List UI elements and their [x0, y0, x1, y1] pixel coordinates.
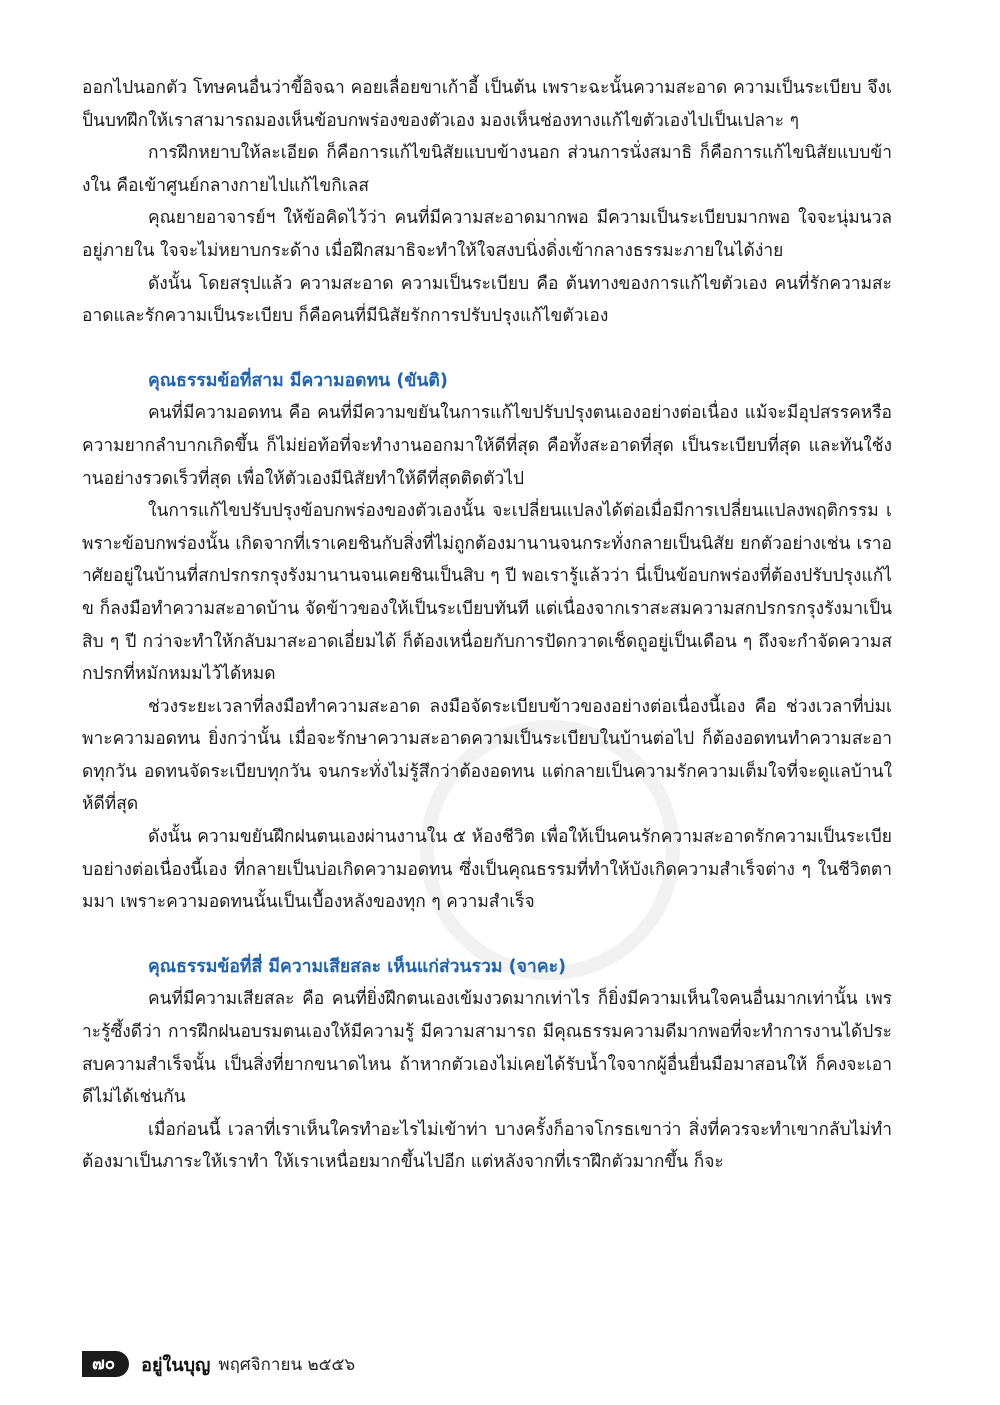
section-spacer — [82, 919, 892, 951]
page-footer — [82, 1350, 355, 1378]
article-body — [82, 72, 892, 1179]
paragraph: การฝึกหยาบให้ละเอียด ก็คือการแก้ไขนิสัยแบบข้างนอก ส่วนการนั่งสมาธิ ก็คือการแก้ไขนิสัยแบบข้างใน คือเข้าศูนย์กลางกายไปแก้ไขกิเลส — [82, 143, 892, 196]
paragraph: ดังนั้น ความขยันฝึกฝนตนเองผ่านงานใน ๕ ห้องชีวิต เพื่อให้เป็นคนรักความสะอาดรักความเป็นระเบียบอย่างต่อเนื่องนี้เอง ที่กลายเป็นบ่อเกิดความอดทน ซึ่งเป็นคุณธรรมที่ทำให้บังเกิดความสำเร็จต่าง ๆ ในชีวิตตามมา เพราะความอดทนนั้นเป็นเบื้องหลังของทุก ๆ ความสำเร็จ — [82, 827, 892, 913]
paragraph: คนที่มีความเสียสละ คือ คนที่ยิ่งฝึกตนเองเข้มงวดมากเท่าไร ก็ยิ่งมีความเห็นใจคนอื่นมากเท่านั้น เพราะรู้ซึ้งดีว่า การฝึกฝนอบรมตนเองให้มีความรู้ มีความสามารถ มีคุณธรรมความดีมากพอที่จะทำการงานได้ประสบความสำเร็จนั้น เป็นสิ่งที่ยากขนาดไหน ถ้าหากตัวเองไม่เคยได้รับน้ำใจจากผู้อื่นยื่นมือมาสอนให้ ก็คงจะเอาดีไม่ได้เช่นกัน — [82, 989, 892, 1108]
section-spacer — [82, 333, 892, 365]
section-heading-patience: คุณธรรมข้อที่สาม มีความอดทน (ขันติ) — [148, 370, 448, 391]
magazine-issue: พฤศจิกายน ๒๕๕๖ — [218, 1354, 356, 1375]
section-heading-sacrifice: คุณธรรมข้อที่สี่ มีความเสียสละ เห็นแก่ส่วนรวม (จาคะ) — [148, 956, 567, 977]
paragraph: เมื่อก่อนนี้ เวลาที่เราเห็นใครทำอะไรไม่เข้าท่า บางครั้งก็อาจโกรธเขาว่า สิ่งที่ควรจะทำเขากลับไม่ทำ ต้องมาเป็นภาระให้เราทำ ให้เราเหนื่อยมากขึ้นไปอีก แต่หลังจากที่เราฝึกตัวมากขึ้น ก็จะ — [82, 1119, 892, 1173]
paragraph: ดังนั้น โดยสรุปแล้ว ความสะอาด ความเป็นระเบียบ คือ ต้นทางของการแก้ไขตัวเอง คนที่รักความสะอาดและรักความเป็นระเบียบ ก็คือคนที่มีนิสัยรักการปรับปรุงแก้ไขตัวเอง — [82, 273, 892, 327]
paragraph: คุณยายอาจารย์ฯ ให้ข้อคิดไว้ว่า คนที่มีความสะอาดมากพอ มีความเป็นระเบียบมากพอ ใจจะนุ่มนวลอยู่ภายใน ใจจะไม่หยาบกระด้าง เมื่อฝึกสมาธิจะทำให้ใจสงบนิ่งดิ่งเข้ากลางธรรมะภายในได้ง่าย — [82, 208, 892, 261]
page-number: ๗๐ — [82, 1351, 129, 1377]
paragraph: ออกไปนอกตัว โทษคนอื่นว่าขี้อิจฉา คอยเลื่อยขาเก้าอี้ เป็นต้น เพราะฉะนั้นความสะอาด ความเป็นระเบียบ จึงเป็นบทฝึกให้เราสามารถมองเห็นข้อบกพร่องของตัวเอง มองเห็นช่องทางแก้ไขตัวเองไปเป็นเปลาะ ๆ — [82, 78, 892, 131]
paragraph: ช่วงระยะเวลาที่ลงมือทำความสะอาด ลงมือจัดระเบียบข้าวของอย่างต่อเนื่องนี้เอง คือ ช่วงเวลาที่บ่มเพาะความอดทน ยิ่งกว่านั้น เมื่อจะรักษาความสะอาดความเป็นระเบียบในบ้านต่อไป ก็ต้องอดทนทำความสะอาดทุกวัน อดทนจัดระเบียบทุกวัน จนกระทั่งไม่รู้สึกว่าต้องอดทน แต่กลายเป็นความรักความเต็มใจที่จะดูแลบ้านให้ดีที่สุด — [82, 696, 892, 815]
paragraph: ในการแก้ไขปรับปรุงข้อบกพร่องของตัวเองนั้น จะเปลี่ยนแปลงได้ต่อเมื่อมีการเปลี่ยนแปลงพฤติกรรม เพราะข้อบกพร่องนั้น เกิดจากที่เราเคยชินกับสิ่งที่ไม่ถูกต้องมานานจนกระทั่งกลายเป็นนิสัย ยกตัวอย่างเช่น เราอาศัยอยู่ในบ้านที่สกปรกรกรุงรังมานานจนเคยชินเป็นสิบ ๆ ปี พอเรารู้แล้วว่า นี่เป็นข้อบกพร่องที่ต้องปรับปรุงแก้ไข ก็ลงมือทำความสะอาดบ้าน จัดข้าวของให้เป็นระเบียบทันที แต่เนื่องจากเราสะสมความสกปรกรกรุงรังมาเป็นสิบ ๆ ปี กว่าจะทำให้กลับมาสะอาดเอี่ยมได้ ก็ต้องเหนื่อยกับการปัดกวาดเช็ดถูอยู่เป็นเดือน ๆ ถึงจะกำจัดความสกปรกที่หมักหมมไว้ได้หมด — [82, 501, 892, 685]
magazine-title: อยู่ในบุญ — [141, 1354, 211, 1376]
paragraph: คนที่มีความอดทน คือ คนที่มีความขยันในการแก้ไขปรับปรุงตนเองอย่างต่อเนื่อง แม้จะมีอุปสรรคหรือความยากลำบากเกิดขึ้น ก็ไม่ย่อท้อที่จะทำงานออกมาให้ดีที่สุด คือทั้งสะอาดที่สุด เป็นระเบียบที่สุด และทันใช้งานอย่างรวดเร็วที่สุด เพื่อให้ตัวเองมีนิสัยทำให้ดีที่สุดติดตัวไป — [82, 403, 892, 489]
